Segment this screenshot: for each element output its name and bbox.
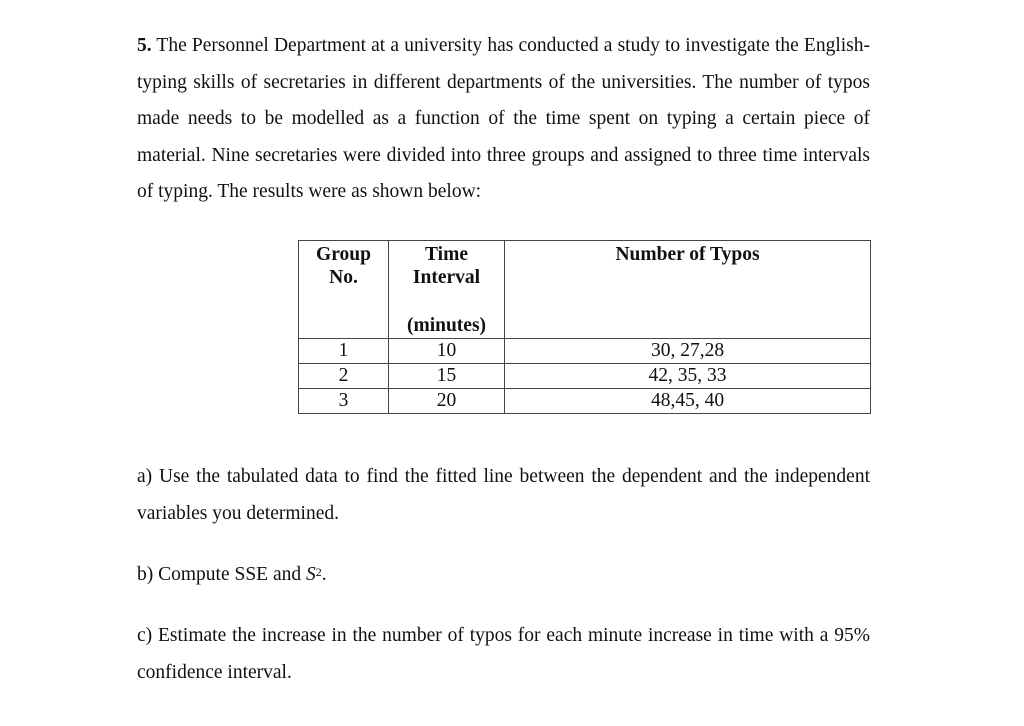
part-b-variable: S xyxy=(306,564,316,585)
part-b xyxy=(137,557,870,594)
header-time-line2: Interval xyxy=(412,267,481,288)
part-a-text: a) Use the tabulated data to find the fitted line between the dependent and the independent variables you determined. xyxy=(137,466,870,524)
table-row xyxy=(299,339,871,364)
typos-table xyxy=(298,240,871,414)
table-row xyxy=(299,389,871,414)
question-intro-text: The Personnel Department at a university has conducted a study to investigate the English-typing skills of secretaries in different departments of the universities. The number of typos made needs to be modelled as a function of the time spent on typing a certain piece of material. Nine secretaries were divided into three groups and assigned to three time intervals of typing. The results were as shown below: xyxy=(137,35,870,202)
header-time-unit: (minutes) xyxy=(406,315,487,336)
header-time-interval xyxy=(389,241,505,339)
part-b-exponent: 2 xyxy=(315,565,322,579)
cell-typos: 30, 27,28 xyxy=(505,339,871,364)
cell-group: 3 xyxy=(299,389,389,414)
table-header-row xyxy=(299,241,871,339)
part-c-text: c) Estimate the increase in the number of typos for each minute increase in time with a 95% confidence interval. xyxy=(137,625,870,683)
header-group-no xyxy=(299,241,389,339)
cell-typos: 42, 35, 33 xyxy=(505,364,871,389)
cell-time: 10 xyxy=(389,339,505,364)
part-b-text: b) Compute SSE and xyxy=(137,564,306,585)
question-number: 5. xyxy=(137,35,152,56)
header-time-line1: Time xyxy=(425,244,468,265)
header-group-line1: Group xyxy=(316,244,371,265)
header-number-of-typos xyxy=(505,241,871,339)
table-row xyxy=(299,364,871,389)
header-group-line2: No. xyxy=(329,267,358,288)
part-b-end: . xyxy=(321,564,327,585)
question-intro xyxy=(137,28,870,211)
cell-typos: 48,45, 40 xyxy=(505,389,871,414)
cell-time: 20 xyxy=(389,389,505,414)
cell-time: 15 xyxy=(389,364,505,389)
cell-group: 1 xyxy=(299,339,389,364)
header-typos-label: Number of Typos xyxy=(615,244,760,265)
cell-group: 2 xyxy=(299,364,389,389)
